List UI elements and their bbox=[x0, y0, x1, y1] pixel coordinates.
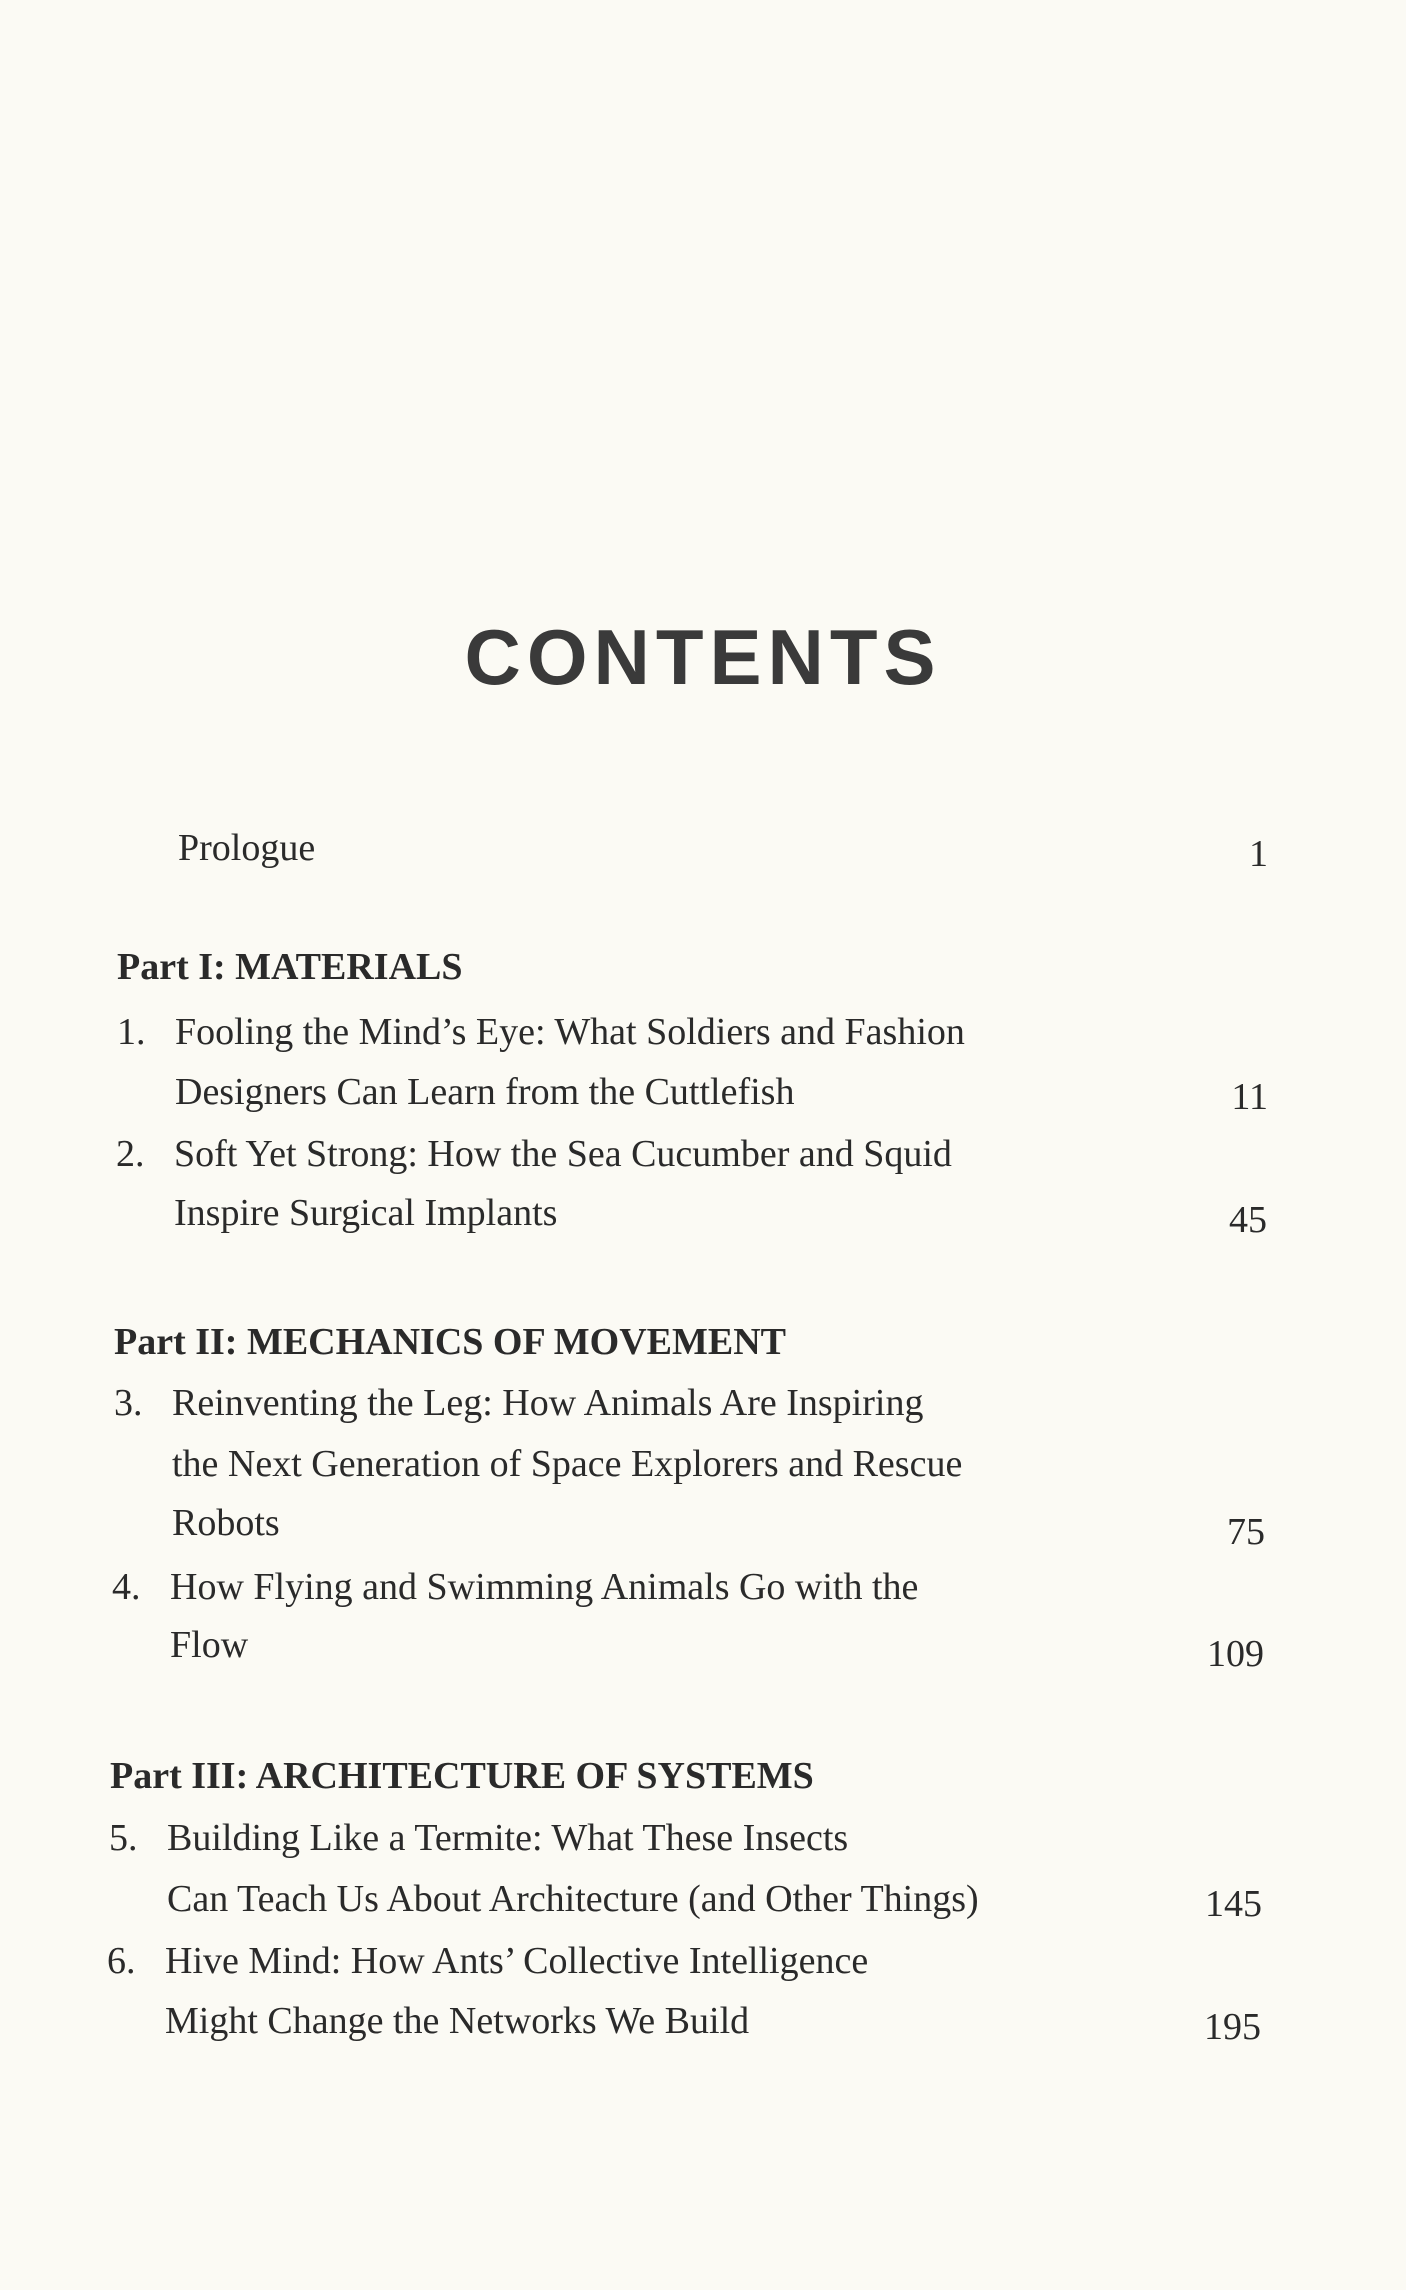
chapter-number: 4. bbox=[112, 1566, 141, 1608]
page-number: 145 bbox=[1205, 1883, 1262, 1925]
page-number: 1 bbox=[1249, 833, 1268, 875]
chapter-title-line: Might Change the Networks We Build bbox=[165, 2000, 750, 2042]
page-number: 45 bbox=[1229, 1199, 1267, 1241]
chapter-title-line: Designers Can Learn from the Cuttlefish bbox=[175, 1071, 795, 1113]
page-number: 11 bbox=[1231, 1076, 1268, 1118]
part-heading: Part III: ARCHITECTURE OF SYSTEMS bbox=[110, 1755, 814, 1797]
part-heading: Part II: MECHANICS OF MOVEMENT bbox=[114, 1321, 786, 1363]
chapter-title-line: Can Teach Us About Architecture (and Other Things) bbox=[167, 1878, 979, 1920]
part-heading: Part I: MATERIALS bbox=[117, 946, 463, 988]
toc-prologue: Prologue bbox=[178, 827, 316, 869]
page-title: CONTENTS bbox=[464, 613, 942, 701]
chapter-title-line: How Flying and Swimming Animals Go with the bbox=[170, 1566, 919, 1608]
page-number: 109 bbox=[1207, 1633, 1264, 1675]
chapter-number: 2. bbox=[116, 1133, 145, 1175]
chapter-title-line: Soft Yet Strong: How the Sea Cucumber and Squid bbox=[174, 1133, 952, 1175]
chapter-title-line: Robots bbox=[172, 1502, 280, 1544]
chapter-title-line: Hive Mind: How Ants’ Collective Intelligence bbox=[165, 1940, 869, 1982]
chapter-title-line: Flow bbox=[170, 1624, 249, 1666]
page-number: 75 bbox=[1227, 1511, 1265, 1553]
chapter-title-line: Inspire Surgical Implants bbox=[174, 1192, 558, 1234]
chapter-number: 6. bbox=[107, 1940, 136, 1982]
chapter-title-line: Building Like a Termite: What These Insects bbox=[167, 1817, 849, 1859]
page-number: 195 bbox=[1204, 2006, 1261, 2048]
chapter-number: 1. bbox=[117, 1011, 146, 1053]
chapter-title-line: Reinventing the Leg: How Animals Are Inspiring bbox=[172, 1382, 924, 1424]
chapter-title-line: Fooling the Mind’s Eye: What Soldiers and Fashion bbox=[175, 1011, 965, 1053]
chapter-title-line: the Next Generation of Space Explorers and Rescue bbox=[172, 1443, 963, 1485]
chapter-number: 5. bbox=[109, 1817, 138, 1859]
chapter-number: 3. bbox=[114, 1382, 143, 1424]
